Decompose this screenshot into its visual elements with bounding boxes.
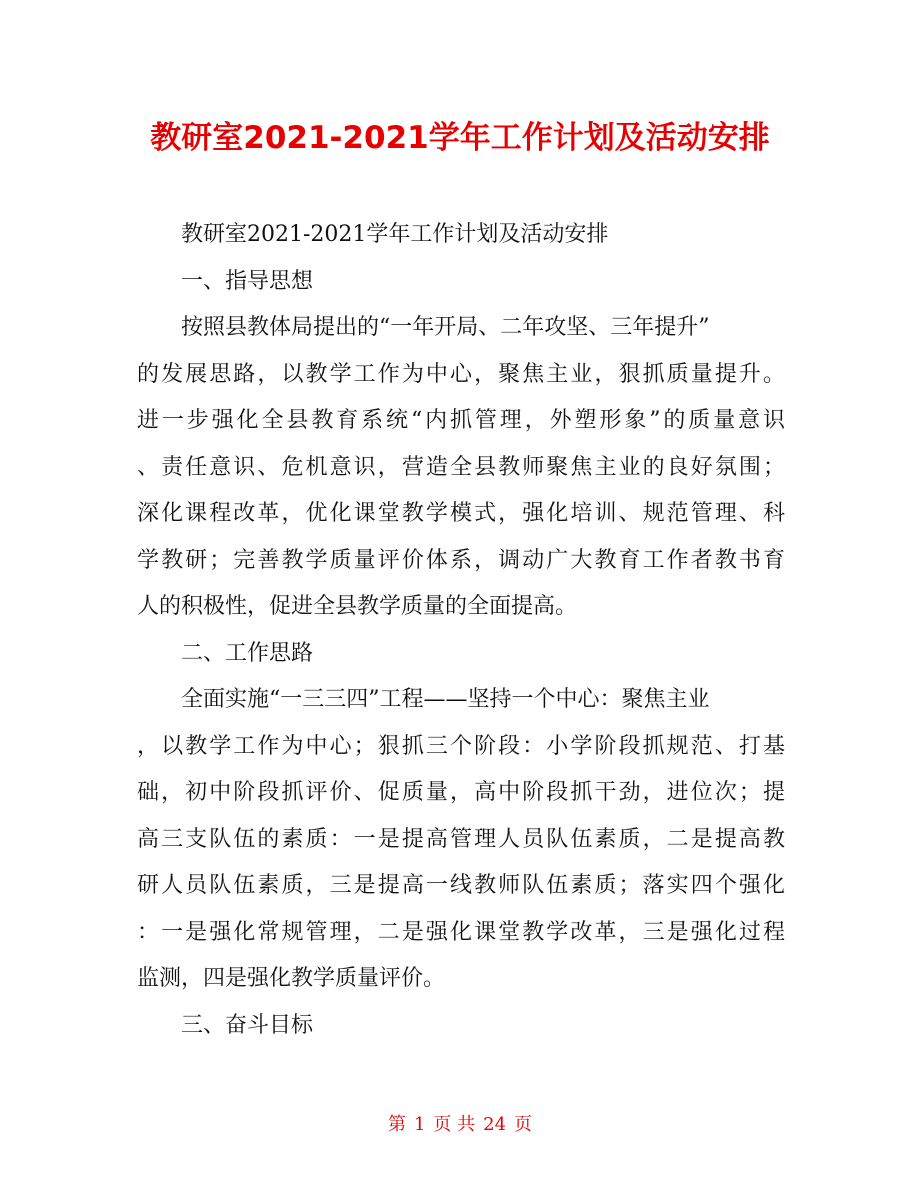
document-body bbox=[137, 212, 785, 1049]
paragraph-line: 研人员队伍素质，三是提高一线教师队伍素质；落实四个强化 bbox=[137, 873, 785, 898]
paragraph-line: 进一步强化全县教育系统“内抓管理，外塑形象”的质量意识 bbox=[137, 408, 785, 433]
paragraph-line: 人的积极性，促进全县教学质量的全面提高。 bbox=[137, 594, 578, 619]
footer-label-page: 第 bbox=[387, 1114, 406, 1135]
footer-total-pages: 24 bbox=[483, 1114, 507, 1135]
section-heading-guiding-thought: 一、指导思想 bbox=[181, 268, 314, 294]
paragraph-line: 按照县教体局提出的“一年开局、二年攻坚、三年提升” bbox=[181, 315, 710, 340]
paragraph-line: 全面实施“一三三四”工程——坚持一个中心：聚焦主业 bbox=[181, 687, 710, 712]
paragraph-line: 学教研；完善教学质量评价体系，调动广大教育工作者教书育 bbox=[137, 547, 785, 573]
paragraph-line: 的发展思路，以教学工作为中心，聚焦主业，狠抓质量提升。 bbox=[137, 361, 785, 387]
footer-current-page: 1 bbox=[413, 1114, 426, 1135]
body-subtitle: 教研室2021-2021学年工作计划及活动安排 bbox=[181, 222, 609, 247]
paragraph-line: 、责任意识、危机意识，营造全县教师聚焦主业的良好氛围； bbox=[137, 454, 785, 480]
paragraph-line: 础，初中阶段抓评价、促质量，高中阶段抓干劲，进位次；提 bbox=[137, 780, 785, 805]
paragraph-line: ，以教学工作为中心；狠抓三个阶段：小学阶段抓规范、打基 bbox=[137, 733, 785, 759]
footer-label-end: 页 bbox=[514, 1114, 533, 1135]
paragraph-line: 监测，四是强化教学质量评价。 bbox=[137, 966, 446, 991]
paragraph-line: 深化课程改革，优化课堂教学模式，强化培训、规范管理、科 bbox=[137, 501, 785, 526]
footer-label-of: 页 共 bbox=[433, 1114, 476, 1135]
paragraph-line: 高三支队伍的素质：一是提高管理人员队伍素质，二是提高教 bbox=[137, 826, 785, 852]
section-heading-work-approach: 二、工作思路 bbox=[181, 640, 314, 666]
paragraph-line: ：一是强化常规管理，二是强化课堂教学改革，三是强化过程 bbox=[137, 919, 785, 945]
section-heading-goals: 三、奋斗目标 bbox=[181, 1012, 314, 1038]
document-title: 教研室2021-2021学年工作计划及活动安排 bbox=[150, 120, 770, 156]
page-footer bbox=[0, 1112, 920, 1138]
